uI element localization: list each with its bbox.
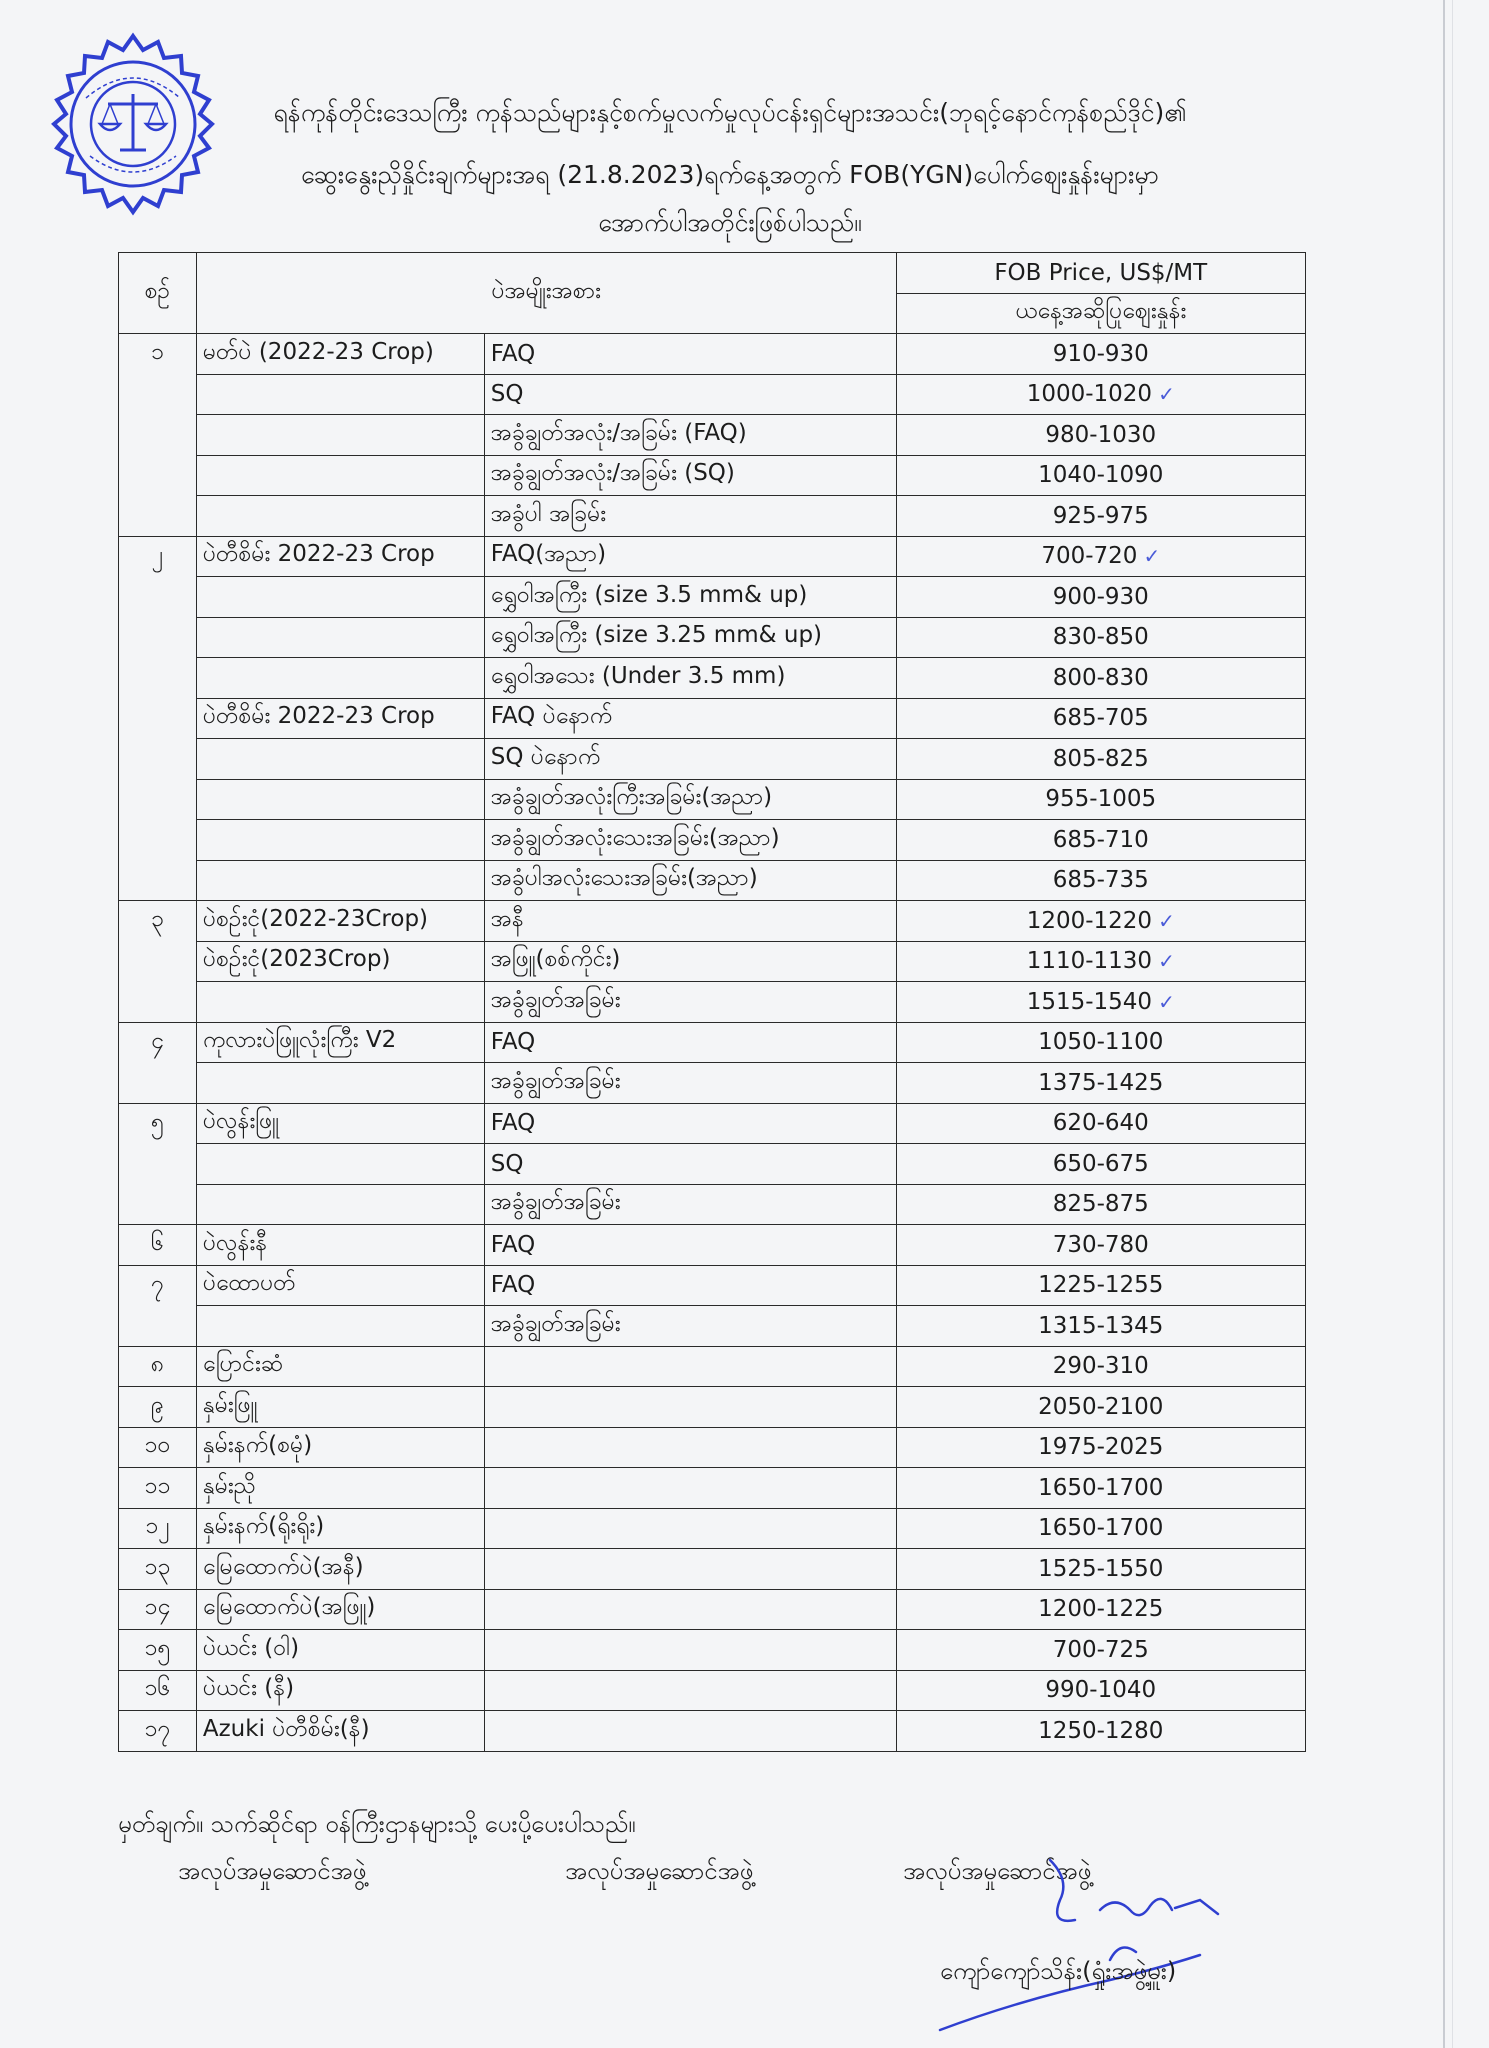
check-tick-icon: ✓	[1158, 949, 1175, 974]
row-price	[896, 1022, 1305, 1063]
table-row	[119, 820, 1306, 861]
row-item-name-text: မတ်ပဲ (2022-23 Crop)	[202, 338, 434, 365]
row-item-name	[196, 658, 484, 699]
row-price	[896, 1508, 1305, 1549]
row-grade	[484, 1549, 896, 1590]
row-item-name	[196, 334, 484, 375]
check-tick-icon: ✓	[1158, 989, 1175, 1014]
row-number	[119, 1468, 197, 1509]
table-row	[119, 860, 1306, 901]
row-number	[119, 1265, 197, 1306]
row-grade-text: SQ ပဲနောက်	[490, 743, 601, 770]
row-grade	[484, 1022, 896, 1063]
row-price-text: 1315-1345	[1038, 1312, 1164, 1339]
row-number	[119, 1306, 197, 1347]
table-row	[119, 1103, 1306, 1144]
check-tick-icon: ✓	[1158, 908, 1175, 933]
row-grade	[484, 1387, 896, 1428]
table-row	[119, 1508, 1306, 1549]
row-price-text: 800-830	[1052, 664, 1149, 691]
row-price-text: 900-930	[1052, 583, 1149, 610]
price-table	[118, 252, 1306, 1752]
row-item-name-text: Azuki ပဲတီစိမ်း(နီ)	[202, 1715, 370, 1742]
row-grade	[484, 1184, 896, 1225]
row-item-name-text: ကုလားပဲဖြူလုံးကြီး V2	[202, 1027, 397, 1054]
row-grade	[484, 1711, 896, 1752]
row-grade-text: အခွံချွတ်အလုံး/အခြမ်း (SQ)	[490, 460, 735, 487]
row-item-name-text: ပဲတီစိမ်း 2022-23 Crop	[202, 541, 435, 568]
row-item-name	[196, 496, 484, 537]
row-item-name	[196, 1225, 484, 1266]
table-row	[119, 1387, 1306, 1428]
row-grade-text: FAQ	[490, 1231, 536, 1258]
row-grade	[484, 1468, 896, 1509]
row-price	[896, 982, 1305, 1023]
row-price-text: 990-1040	[1045, 1677, 1157, 1704]
row-price-text: 1050-1100	[1038, 1029, 1164, 1056]
row-number	[119, 1144, 197, 1185]
signer-name: ကျော်ကျော်သိန်း(ရှုံးအဖွဲ့မှူး)	[940, 1957, 1177, 1985]
row-price-text: 685-710	[1052, 826, 1149, 853]
page-edge	[1443, 0, 1445, 2048]
row-price	[896, 698, 1305, 739]
row-grade-text: FAQ	[490, 1110, 536, 1137]
row-item-name	[196, 1468, 484, 1509]
row-price	[896, 536, 1305, 577]
row-price-text: 685-735	[1052, 867, 1149, 894]
row-grade-text: အခွံချွတ်အလုံး/အခြမ်း (FAQ)	[490, 419, 747, 446]
row-item-name	[196, 779, 484, 820]
row-grade	[484, 1508, 896, 1549]
table-row	[119, 901, 1306, 942]
row-price	[896, 1468, 1305, 1509]
row-price	[896, 415, 1305, 456]
row-number-text: ၆	[150, 1229, 164, 1256]
row-grade	[484, 1265, 896, 1306]
row-price-text: 700-725	[1052, 1636, 1149, 1663]
row-grade-text: ရွှေဝါအသေး (Under 3.5 mm)	[490, 662, 786, 689]
signature-label-3: အလုပ်အမှုဆောင်အဖွဲ့	[903, 1857, 1092, 1885]
row-price	[896, 617, 1305, 658]
row-grade	[484, 1306, 896, 1347]
page-edge	[1452, 0, 1453, 2048]
row-number	[119, 1508, 197, 1549]
row-grade-text: FAQ	[490, 340, 536, 367]
row-item-name	[196, 577, 484, 618]
row-price	[896, 1063, 1305, 1104]
row-grade-text: ရွှေဝါအကြီး (size 3.25 mm& up)	[490, 622, 823, 649]
row-number-text: ၁၇	[144, 1715, 171, 1742]
row-grade	[484, 1589, 896, 1630]
row-price	[896, 1144, 1305, 1185]
row-item-name	[196, 1711, 484, 1752]
row-grade	[484, 617, 896, 658]
row-price	[896, 1427, 1305, 1468]
row-number	[119, 1022, 197, 1063]
row-grade-text: အဖြူ(စစ်ကိုင်း)	[490, 946, 621, 973]
row-number-text: ၇	[150, 1270, 164, 1297]
row-price-text: 1375-1425	[1038, 1069, 1164, 1096]
row-item-name-text: ပဲထောပတ်	[202, 1270, 296, 1297]
row-item-name	[196, 1670, 484, 1711]
row-number	[119, 941, 197, 982]
row-item-name-text: ပဲယင်း (နီ)	[202, 1675, 295, 1702]
row-item-name	[196, 536, 484, 577]
table-row	[119, 536, 1306, 577]
row-price-text: 1515-1540	[1026, 988, 1153, 1015]
row-number	[119, 1670, 197, 1711]
row-price	[896, 1103, 1305, 1144]
handwritten-signature-icon	[900, 1840, 1300, 2040]
row-price-text: 685-705	[1052, 705, 1149, 732]
row-price-text: 620-640	[1052, 1110, 1149, 1137]
row-grade	[484, 496, 896, 537]
row-grade	[484, 1225, 896, 1266]
row-item-name-text: ပဲလွန်းဖြူ	[202, 1108, 279, 1135]
document-title-line-3: အောက်ပါအတိုင်းဖြစ်ပါသည်။	[598, 208, 862, 237]
row-price	[896, 1670, 1305, 1711]
row-grade	[484, 739, 896, 780]
check-tick-icon: ✓	[1143, 544, 1161, 569]
table-row	[119, 1346, 1306, 1387]
table-row	[119, 1549, 1306, 1590]
row-item-name	[196, 1427, 484, 1468]
row-number	[119, 455, 197, 496]
row-number-text: ၁၂	[145, 1513, 170, 1540]
row-price	[896, 1184, 1305, 1225]
row-number	[119, 374, 197, 415]
row-item-name	[196, 1630, 484, 1671]
table-row	[119, 496, 1306, 537]
row-item-name	[196, 1589, 484, 1630]
row-item-name	[196, 982, 484, 1023]
table-row	[119, 941, 1306, 982]
row-price	[896, 1711, 1305, 1752]
header-no: စဉ်	[119, 253, 197, 334]
row-item-name	[196, 1144, 484, 1185]
table-row	[119, 1063, 1306, 1104]
row-item-name	[196, 698, 484, 739]
row-number	[119, 1225, 197, 1266]
row-number	[119, 698, 197, 739]
row-number	[119, 415, 197, 456]
row-grade	[484, 1670, 896, 1711]
row-item-name	[196, 820, 484, 861]
row-item-name-text: နှမ်းညို	[202, 1472, 256, 1499]
table-row	[119, 334, 1306, 375]
row-price-text: 825-875	[1052, 1191, 1149, 1218]
row-grade-text: အခွံချွတ်အခြမ်း	[490, 1310, 621, 1337]
row-grade	[484, 415, 896, 456]
table-row	[119, 658, 1306, 699]
header-item: ပဲအမျိုးအစား	[196, 253, 896, 334]
table-header-row	[119, 253, 1306, 294]
row-number	[119, 577, 197, 618]
row-grade-text: ရွှေဝါအကြီး (size 3.5 mm& up)	[490, 581, 808, 608]
row-grade-text: FAQ ပဲနောက်	[490, 703, 613, 730]
row-price	[896, 941, 1305, 982]
row-price-text: 730-780	[1052, 1231, 1149, 1258]
row-price	[896, 779, 1305, 820]
row-number	[119, 617, 197, 658]
table-row	[119, 455, 1306, 496]
row-number-text: ၃	[150, 906, 164, 932]
row-number	[119, 1427, 197, 1468]
table-row	[119, 1711, 1306, 1752]
row-grade	[484, 941, 896, 982]
row-item-name	[196, 1387, 484, 1428]
row-grade	[484, 1063, 896, 1104]
row-item-name-text: နှမ်းနက်(ရိုးရိုး)	[202, 1513, 325, 1540]
row-item-name	[196, 1022, 484, 1063]
row-number	[119, 1103, 197, 1144]
row-item-name	[196, 1184, 484, 1225]
row-item-name-text: နှမ်းဖြူ	[202, 1391, 258, 1418]
row-price-text: 910-930	[1052, 340, 1149, 367]
row-price	[896, 1265, 1305, 1306]
table-row	[119, 982, 1306, 1023]
row-price-text: 955-1005	[1045, 786, 1157, 813]
row-price	[896, 1346, 1305, 1387]
row-number-text: ၁၆	[144, 1675, 171, 1702]
row-grade	[484, 982, 896, 1023]
row-number	[119, 334, 197, 375]
row-price	[896, 1589, 1305, 1630]
document-title-line-1: ရန်ကုန်တိုင်းဒေသကြီး ကုန်သည်များနှင့်စက်မှုလက်မှုလုပ်ငန်းရှင်များအသင်း(ဘုရင့်နောင်ကုန်စည်ဒိုင်)၏	[273, 98, 1187, 127]
row-grade	[484, 536, 896, 577]
row-price-text: 1650-1700	[1038, 1515, 1164, 1542]
row-price	[896, 1630, 1305, 1671]
row-grade-text: အနီ	[490, 905, 524, 932]
table-row	[119, 577, 1306, 618]
row-price-text: 1250-1280	[1038, 1717, 1164, 1744]
row-number	[119, 982, 197, 1023]
row-item-name	[196, 617, 484, 658]
row-price	[896, 860, 1305, 901]
row-item-name-text: နှမ်းနက်(စမုံ)	[202, 1432, 313, 1459]
row-price-text: 1000-1020	[1026, 381, 1153, 408]
row-item-name-text: မြေထောက်ပဲ(အနီ)	[202, 1553, 364, 1580]
row-price-text: 1200-1220	[1026, 907, 1153, 934]
row-price-text: 830-850	[1052, 624, 1149, 651]
row-price	[896, 739, 1305, 780]
row-item-name	[196, 1306, 484, 1347]
row-price	[896, 1225, 1305, 1266]
row-item-name	[196, 1508, 484, 1549]
row-price-text: 290-310	[1052, 1353, 1149, 1380]
row-item-name-text: ပဲလွန်းနီ	[202, 1229, 268, 1256]
row-grade	[484, 1427, 896, 1468]
row-number	[119, 536, 197, 577]
row-item-name	[196, 1103, 484, 1144]
row-item-name-text: ပဲစဉ်းငုံ(2023Crop)	[202, 946, 391, 973]
row-price	[896, 496, 1305, 537]
row-number	[119, 779, 197, 820]
table-row	[119, 1468, 1306, 1509]
row-price	[896, 577, 1305, 618]
row-number	[119, 496, 197, 537]
row-grade-text: FAQ	[490, 1272, 536, 1299]
row-number-text: ၁၁	[144, 1472, 171, 1499]
row-number-text: ၁၀	[144, 1432, 171, 1459]
table-row	[119, 1589, 1306, 1630]
row-item-name	[196, 1265, 484, 1306]
row-price-text: 925-975	[1052, 502, 1149, 529]
row-price-text: 700-720	[1041, 543, 1138, 570]
row-item-name	[196, 1063, 484, 1104]
row-price-text: 980-1030	[1045, 421, 1157, 448]
row-number-text: ၁၄	[144, 1594, 171, 1621]
row-grade-text: အခွံချွတ်အလုံးသေးအခြမ်း(အညာ)	[490, 824, 780, 851]
table-row	[119, 698, 1306, 739]
row-item-name-text: ပဲစဉ်းငုံ(2022-23Crop)	[202, 905, 429, 932]
signature-label-2: အလုပ်အမှုဆောင်အဖွဲ့	[565, 1857, 754, 1885]
table-row	[119, 1184, 1306, 1225]
row-number	[119, 1589, 197, 1630]
table-row	[119, 415, 1306, 456]
row-number	[119, 1630, 197, 1671]
row-price	[896, 374, 1305, 415]
row-grade	[484, 860, 896, 901]
row-grade-text: FAQ	[490, 1029, 536, 1056]
row-price-text: 1200-1225	[1038, 1596, 1164, 1623]
row-price	[896, 1306, 1305, 1347]
row-grade	[484, 374, 896, 415]
row-number	[119, 739, 197, 780]
row-number-text: ၈	[150, 1351, 164, 1378]
row-grade	[484, 658, 896, 699]
row-grade	[484, 577, 896, 618]
table-row	[119, 1630, 1306, 1671]
row-item-name-text: ပဲတီစိမ်း 2022-23 Crop	[202, 703, 435, 730]
row-grade	[484, 334, 896, 375]
row-number	[119, 1387, 197, 1428]
table-row	[119, 1144, 1306, 1185]
table-row	[119, 1022, 1306, 1063]
row-price	[896, 658, 1305, 699]
row-grade	[484, 779, 896, 820]
row-number	[119, 1549, 197, 1590]
row-number	[119, 1711, 197, 1752]
row-number-text: ၄	[150, 1027, 164, 1054]
table-row	[119, 1306, 1306, 1347]
row-price	[896, 1387, 1305, 1428]
row-grade-text: အခွံချွတ်အလုံးကြီးအခြမ်း(အညာ)	[490, 784, 773, 811]
row-item-name	[196, 415, 484, 456]
row-price-text: 1225-1255	[1038, 1272, 1164, 1299]
row-grade	[484, 820, 896, 861]
table-row	[119, 1670, 1306, 1711]
row-number	[119, 820, 197, 861]
row-item-name-text: ပြောင်းဆံ	[202, 1351, 284, 1378]
row-price-text: 1975-2025	[1038, 1434, 1164, 1461]
row-item-name	[196, 901, 484, 942]
row-item-name	[196, 860, 484, 901]
row-number	[119, 901, 197, 942]
row-item-name-text: မြေထောက်ပဲ(အဖြူ)	[202, 1594, 376, 1621]
row-number	[119, 1184, 197, 1225]
row-price-text: 1040-1090	[1038, 462, 1164, 489]
row-price	[896, 820, 1305, 861]
row-price-text: 1110-1130	[1026, 948, 1153, 975]
row-price-text: 1650-1700	[1038, 1474, 1164, 1501]
row-price	[896, 1549, 1305, 1590]
table-row	[119, 1265, 1306, 1306]
row-number	[119, 860, 197, 901]
row-grade-text: အခွံချွတ်အခြမ်း	[490, 986, 621, 1013]
row-number-text: ၉	[150, 1391, 164, 1418]
row-price-text: 650-675	[1052, 1150, 1149, 1177]
row-grade	[484, 1103, 896, 1144]
signature-label-1: အလုပ်အမှုဆောင်အဖွဲ့	[178, 1857, 367, 1885]
row-item-name-text: ပဲယင်း (ဝါ)	[202, 1634, 300, 1661]
row-price	[896, 455, 1305, 496]
table-row	[119, 739, 1306, 780]
row-grade-text: SQ	[490, 381, 524, 408]
row-grade	[484, 698, 896, 739]
row-price-text: 2050-2100	[1038, 1393, 1164, 1420]
row-grade	[484, 1630, 896, 1671]
row-grade	[484, 1144, 896, 1185]
row-item-name	[196, 374, 484, 415]
row-price-text: 805-825	[1052, 745, 1149, 772]
row-grade	[484, 455, 896, 496]
table-row	[119, 374, 1306, 415]
row-price	[896, 901, 1305, 942]
row-grade-text: အခွံချွတ်အခြမ်း	[490, 1189, 621, 1216]
row-number-text: ၁၃	[144, 1553, 171, 1580]
row-number-text: ၁၅	[144, 1634, 171, 1661]
row-price-text: 1525-1550	[1038, 1555, 1164, 1582]
row-number-text: ၁	[150, 339, 164, 365]
row-item-name	[196, 455, 484, 496]
row-number	[119, 1346, 197, 1387]
header-price-sub: ယနေ့အဆိုပြုဈေးနှုန်း	[896, 293, 1305, 334]
row-number-text: ၅	[150, 1108, 164, 1135]
row-item-name	[196, 1346, 484, 1387]
row-price	[896, 334, 1305, 375]
row-grade	[484, 901, 896, 942]
row-grade-text: FAQ(အညာ)	[490, 541, 607, 568]
table-row	[119, 779, 1306, 820]
row-grade-text: အခွံပါ အခြမ်း	[490, 500, 607, 527]
check-tick-icon: ✓	[1158, 382, 1175, 407]
row-number	[119, 658, 197, 699]
row-item-name	[196, 1549, 484, 1590]
remark-note: မှတ်ချက်။ သက်ဆိုင်ရာ ဝန်ကြီးဌာနများသို့ ပေးပို့ပေးပါသည်။	[118, 1810, 636, 1838]
row-grade-text: အခွံပါအလုံးသေးအခြမ်း(အညာ)	[490, 865, 758, 892]
table-row	[119, 617, 1306, 658]
row-grade-text: SQ	[490, 1150, 524, 1177]
row-grade	[484, 1346, 896, 1387]
document-title-line-2: ဆွေးနွေးညှိနှိုင်းချက်များအရ (21.8.2023)ရက်နေ့အတွက် FOB(YGN)ပေါက်ဈေးနှုန်းများမှာ	[301, 160, 1159, 189]
row-number	[119, 1063, 197, 1104]
table-row	[119, 1225, 1306, 1266]
row-item-name	[196, 739, 484, 780]
table-row	[119, 1427, 1306, 1468]
row-item-name	[196, 941, 484, 982]
row-grade-text: အခွံချွတ်အခြမ်း	[490, 1067, 621, 1094]
header-price: FOB Price, US$/MT	[896, 253, 1305, 294]
row-number-text: ၂	[151, 541, 164, 568]
